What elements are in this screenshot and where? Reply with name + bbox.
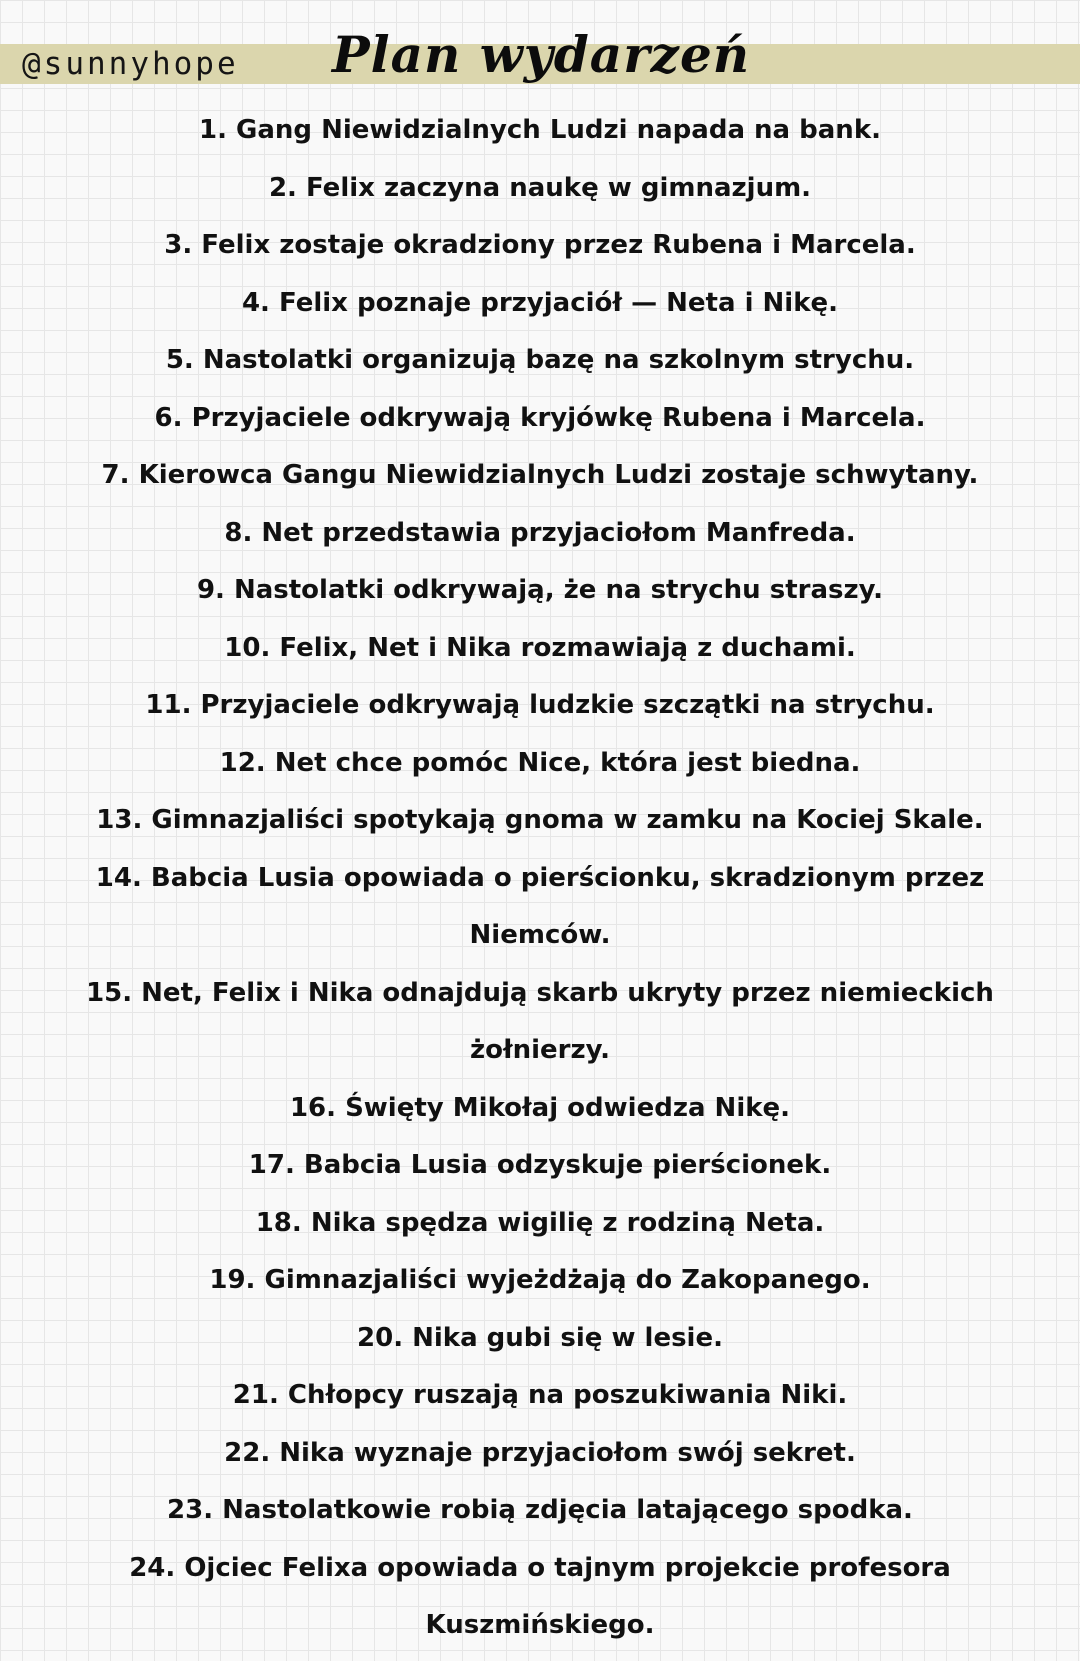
event-item-8: 8. Net przedstawia przyjaciołom Manfreda.: [224, 517, 856, 548]
event-item-23: 23. Nastolatkowie robią zdjęcia latającego spodka.: [167, 1495, 913, 1525]
event-item-2: 2. Felix zaczyna naukę w gimnazjum.: [268, 172, 812, 203]
event-item-20: 20. Nika gubi się w lesie.: [357, 1322, 723, 1353]
event-item-14: 14. Babcia Lusia opowiada o pierścionku, skradzionym przez Niemców.: [95, 862, 985, 950]
event-item-22: 22. Nika wyznaje przyjaciołom swój sekret.: [224, 1437, 856, 1468]
event-item-19: 19. Gimnazjaliści wyjeżdżają do Zakopanego.: [209, 1265, 871, 1295]
event-item-1: 1. Gang Niewidzialnych Ludzi napada na bank.: [198, 115, 881, 145]
event-item-13: 13. Gimnazjaliści spotykają gnoma w zamku na Kociej Skale.: [96, 805, 984, 835]
event-item-21: 21. Chłopcy ruszają na poszukiwania Niki.: [232, 1380, 848, 1410]
event-item-7: 7. Kierowca Gangu Niewidzialnych Ludzi zostaje schwytany.: [101, 460, 979, 490]
event-item-24: 24. Ojciec Felixa opowiada o tajnym projekcie profesora Kuszmińskiego.: [129, 1552, 951, 1640]
event-item-4: 4. Felix poznaje przyjaciół — Neta i Nikę.: [241, 287, 839, 318]
event-item-6: 6. Przyjaciele odkrywają kryjówkę Rubena i Marcela.: [154, 402, 926, 433]
event-item-16: 16. Święty Mikołaj odwiedza Nikę.: [289, 1092, 791, 1123]
event-item-3: 3. Felix zostaje okradziony przez Rubena i Marcela.: [164, 230, 916, 260]
event-item-5: 5. Nastolatki organizują bazę na szkolnym strychu.: [165, 345, 915, 375]
author-handle: @sunnyhope: [22, 46, 239, 82]
event-item-15: 15. Net, Felix i Nika odnajdują skarb ukryty przez niemieckich żołnierzy.: [86, 977, 994, 1065]
event-list: [40, 102, 1040, 1655]
event-item-10: 10. Felix, Net i Nika rozmawiają z duchami.: [224, 632, 856, 663]
event-item-9: 9. Nastolatki odkrywają, że na strychu straszy.: [196, 575, 884, 605]
event-item-11: 11. Przyjaciele odkrywają ludzkie szczątki na strychu.: [145, 690, 935, 720]
event-item-18: 18. Nika spędza wigilię z rodziną Neta.: [255, 1207, 825, 1238]
event-item-12: 12. Net chce pomóc Nice, która jest biedna.: [219, 747, 861, 778]
page-title: Plan wydarzeń: [332, 25, 751, 84]
event-item-17: 17. Babcia Lusia odzyskuje pierścionek.: [248, 1150, 832, 1180]
